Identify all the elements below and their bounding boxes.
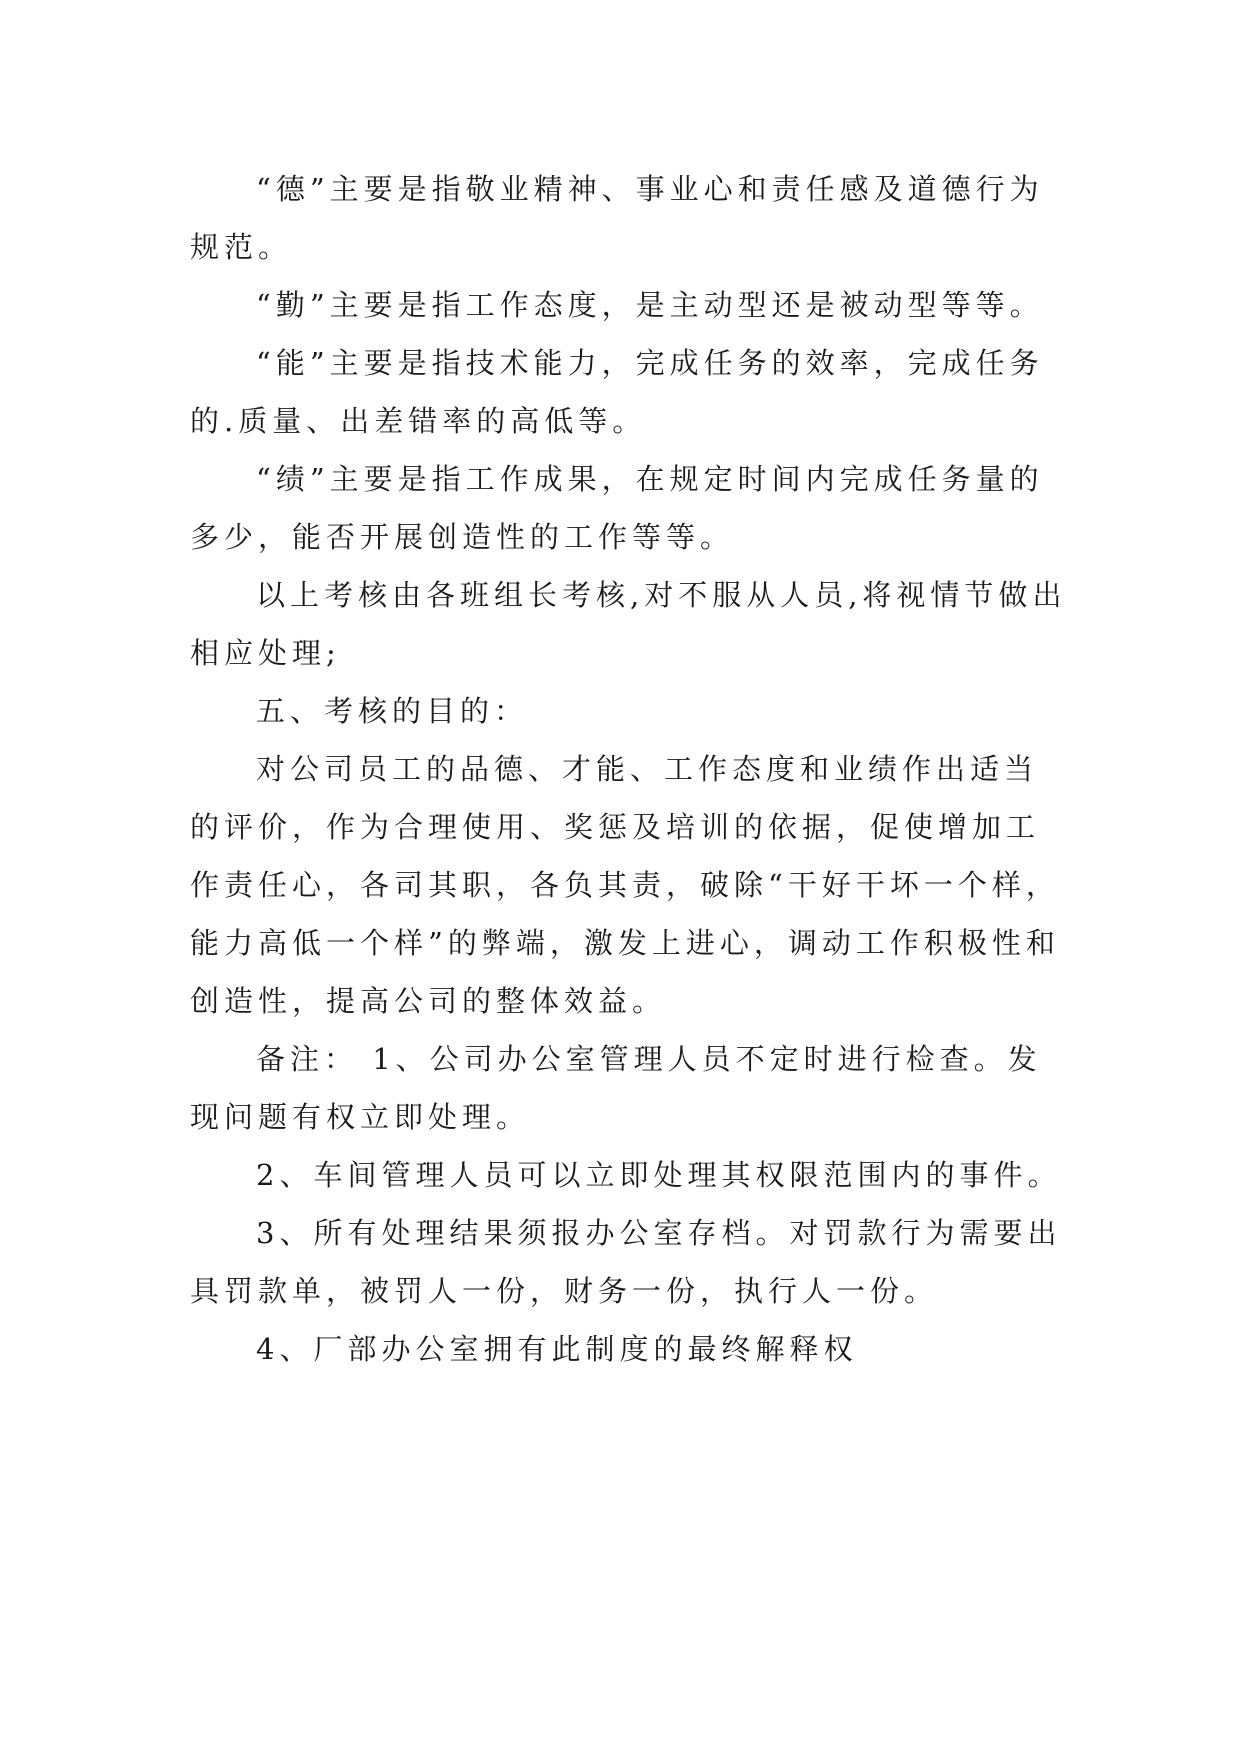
paragraph-qin: “勤”主要是指工作态度，是主动型还是被动型等等。 xyxy=(256,288,1044,322)
paragraph-de: “德”主要是指敬业精神、事业心和责任感及道德行为规范。 xyxy=(190,172,1044,264)
paragraph-remark-2: 2、车间管理人员可以立即处理其权限范围内的事件。 xyxy=(256,1158,1062,1192)
paragraph-purpose: 对公司员工的品德、才能、工作态度和业绩作出适当的评价，作为合理使用、奖惩及培训的依据，促使增加工作责任心，各司其职，各负其责，破除“干好干坏一个样，能力高低一个样”的弊端，激发上进心，调动工作积极性和创造性，提高公司的整体效益。 xyxy=(190,752,1060,1018)
paragraph-remark-4: 4、厂部办公室拥有此制度的最终解释权 xyxy=(256,1332,858,1366)
paragraph-ji: “绩”主要是指工作成果，在规定时间内完成任务量的多少，能否开展创造性的工作等等。 xyxy=(190,462,1044,554)
paragraph-neng: “能”主要是指技术能力，完成任务的效率，完成任务的.质量、出差错率的高低等。 xyxy=(190,346,1044,438)
paragraph-remark-1: 备注： 1、公司办公室管理人员不定时进行检查。发现问题有权立即处理。 xyxy=(190,1042,1042,1134)
paragraph-assessment-note: 以上考核由各班组长考核,对不服从人员,将视情节做出相应处理; xyxy=(190,578,1067,670)
section-heading-purpose: 五、考核的目的： xyxy=(256,694,529,728)
paragraph-remark-3: 3、所有处理结果须报办公室存档。对罚款行为需要出具罚款单，被罚人一份，财务一份，执行人一份。 xyxy=(190,1216,1062,1308)
document-body xyxy=(190,160,1070,1378)
